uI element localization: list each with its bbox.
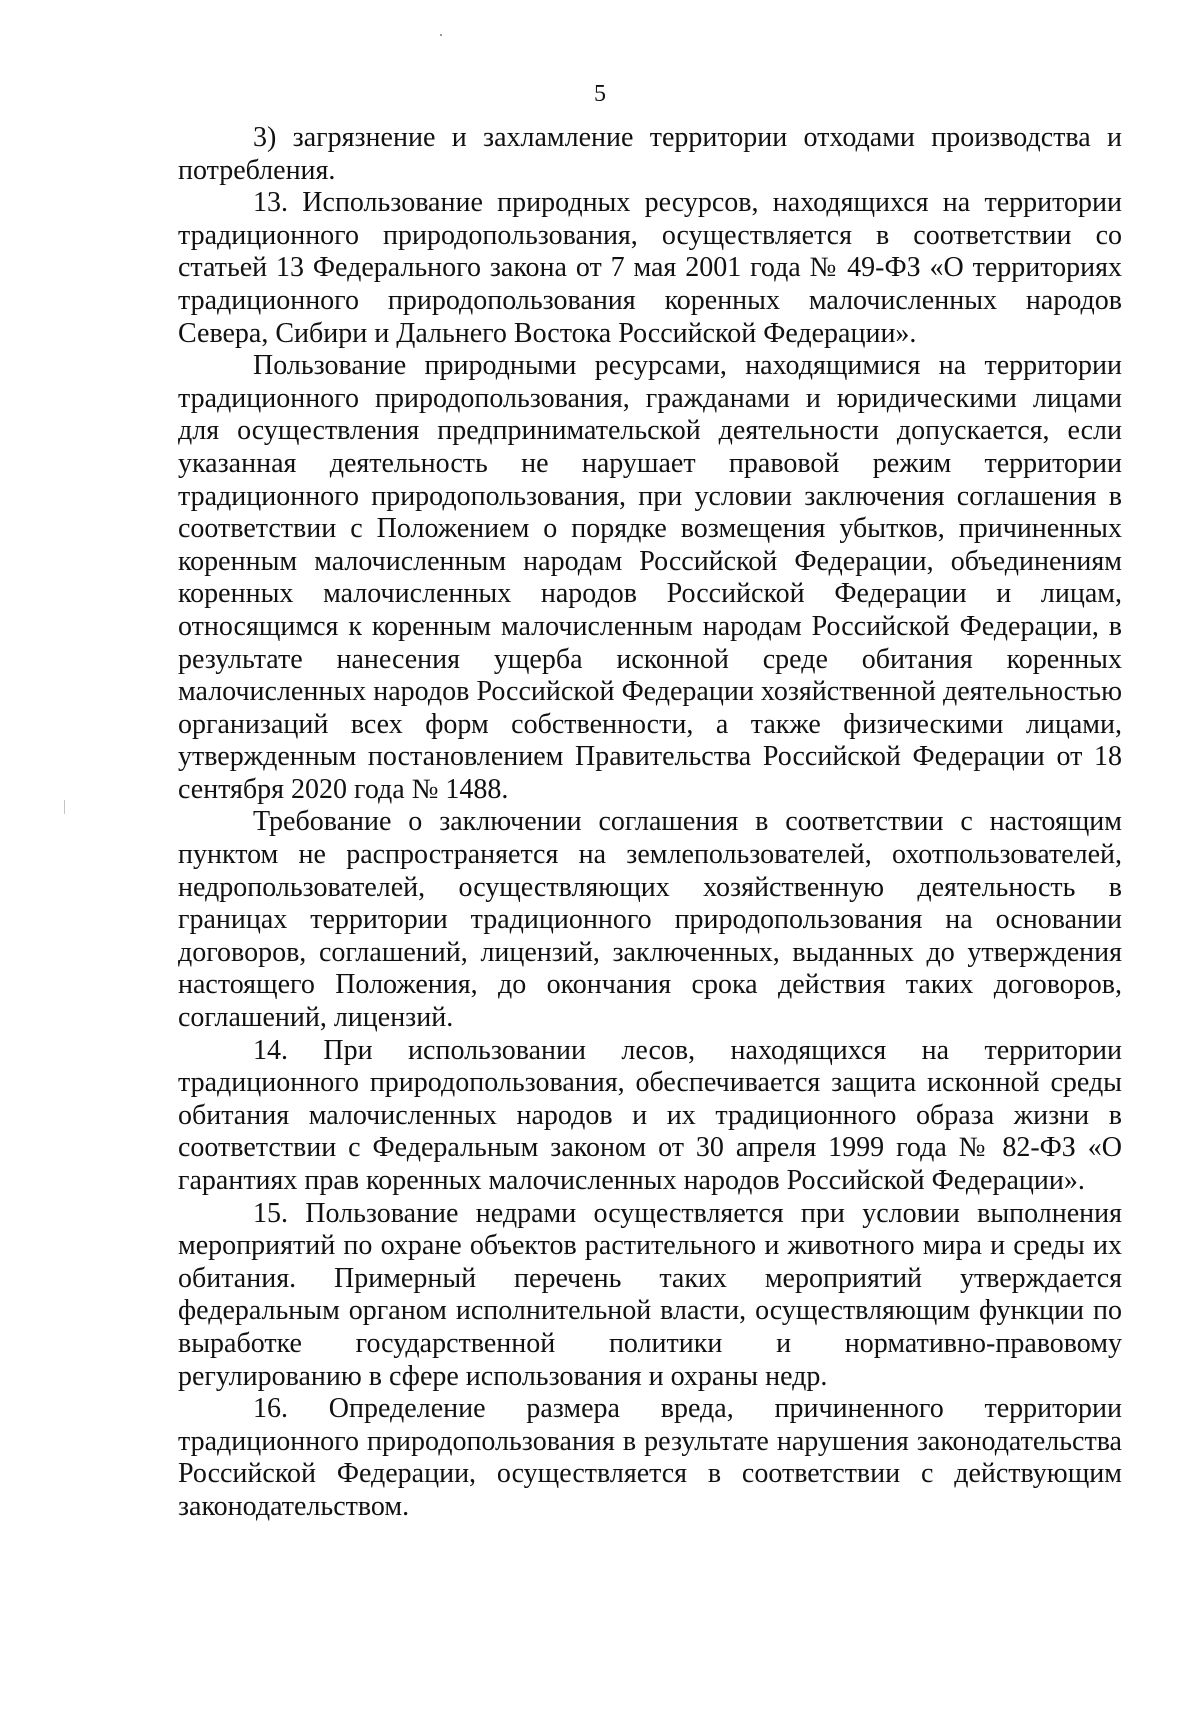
- scan-speck: [440, 34, 442, 36]
- paragraph: Пользование природными ресурсами, находящимися на территории традиционного природопользования, гражданами и юридическими лицами для осуществления предпринимательской деятельности допускается, если указанная деятельность не нарушает правовой режим территории традиционного природопользования, при условии заключения соглашения в соответствии с Положением о порядке возмещения убытков, причиненных коренным малочисленным народам Российской Федерации, объединениям коренных малочисленных народов Российской Федерации и лицам, относящимся к коренным малочисленным народам Российской Федерации, в результате нанесения ущерба исконной среде обитания коренных малочисленных народов Российской Федерации хозяйственной деятельностью организаций всех форм собственности, а также физическими лицами, утвержденным постановлением Правительства Российской Федерации от 18 сентября 2020 года № 1488.: [178, 350, 1122, 805]
- paragraph: 3) загрязнение и захламление территории отходами производства и потребления.: [178, 122, 1122, 186]
- page-number: 5: [594, 81, 606, 107]
- paragraph: Требование о заключении соглашения в соответствии с настоящим пунктом не распространяется на землепользователей, охотпользователей, недропользователей, осуществляющих хозяйственную деятельность в границах территории традиционного природопользования на основании договоров, соглашений, лицензий, заключенных, выданных до утверждения настоящего Положения, до окончания срока действия таких договоров, соглашений, лицензий.: [178, 806, 1122, 1034]
- document-body: [178, 122, 1122, 1524]
- paragraph: 14. При использовании лесов, находящихся на территории традиционного природопользования, обеспечивается защита исконной среды обитания малочисленных народов и их традиционного образа жизни в соответствии с Федеральным законом от 30 апреля 1999 года № 82-ФЗ «О гарантиях прав коренных малочисленных народов Российской Федерации».: [178, 1034, 1122, 1196]
- paragraph: 15. Пользование недрами осуществляется при условии выполнения мероприятий по охране объектов растительного и животного мира и среды их обитания. Примерный перечень таких мероприятий утверждается федеральным органом исполнительной власти, осуществляющим функции по выработке государственной политики и нормативно-правовому регулированию в сфере использования и охраны недр.: [178, 1197, 1122, 1392]
- scan-margin-mark: [64, 800, 65, 814]
- paragraph: 13. Использование природных ресурсов, находящихся на территории традиционного природопользования, осуществляется в соответствии со статьей 13 Федерального закона от 7 мая 2001 года № 49-ФЗ «О территориях традиционного природопользования коренных малочисленных народов Севера, Сибири и Дальнего Востока Российской Федерации».: [178, 187, 1122, 349]
- paragraph: 16. Определение размера вреда, причиненного территории традиционного природопользования в результате нарушения законодательства Российской Федерации, осуществляется в соответствии с действующим законодательством.: [178, 1393, 1122, 1522]
